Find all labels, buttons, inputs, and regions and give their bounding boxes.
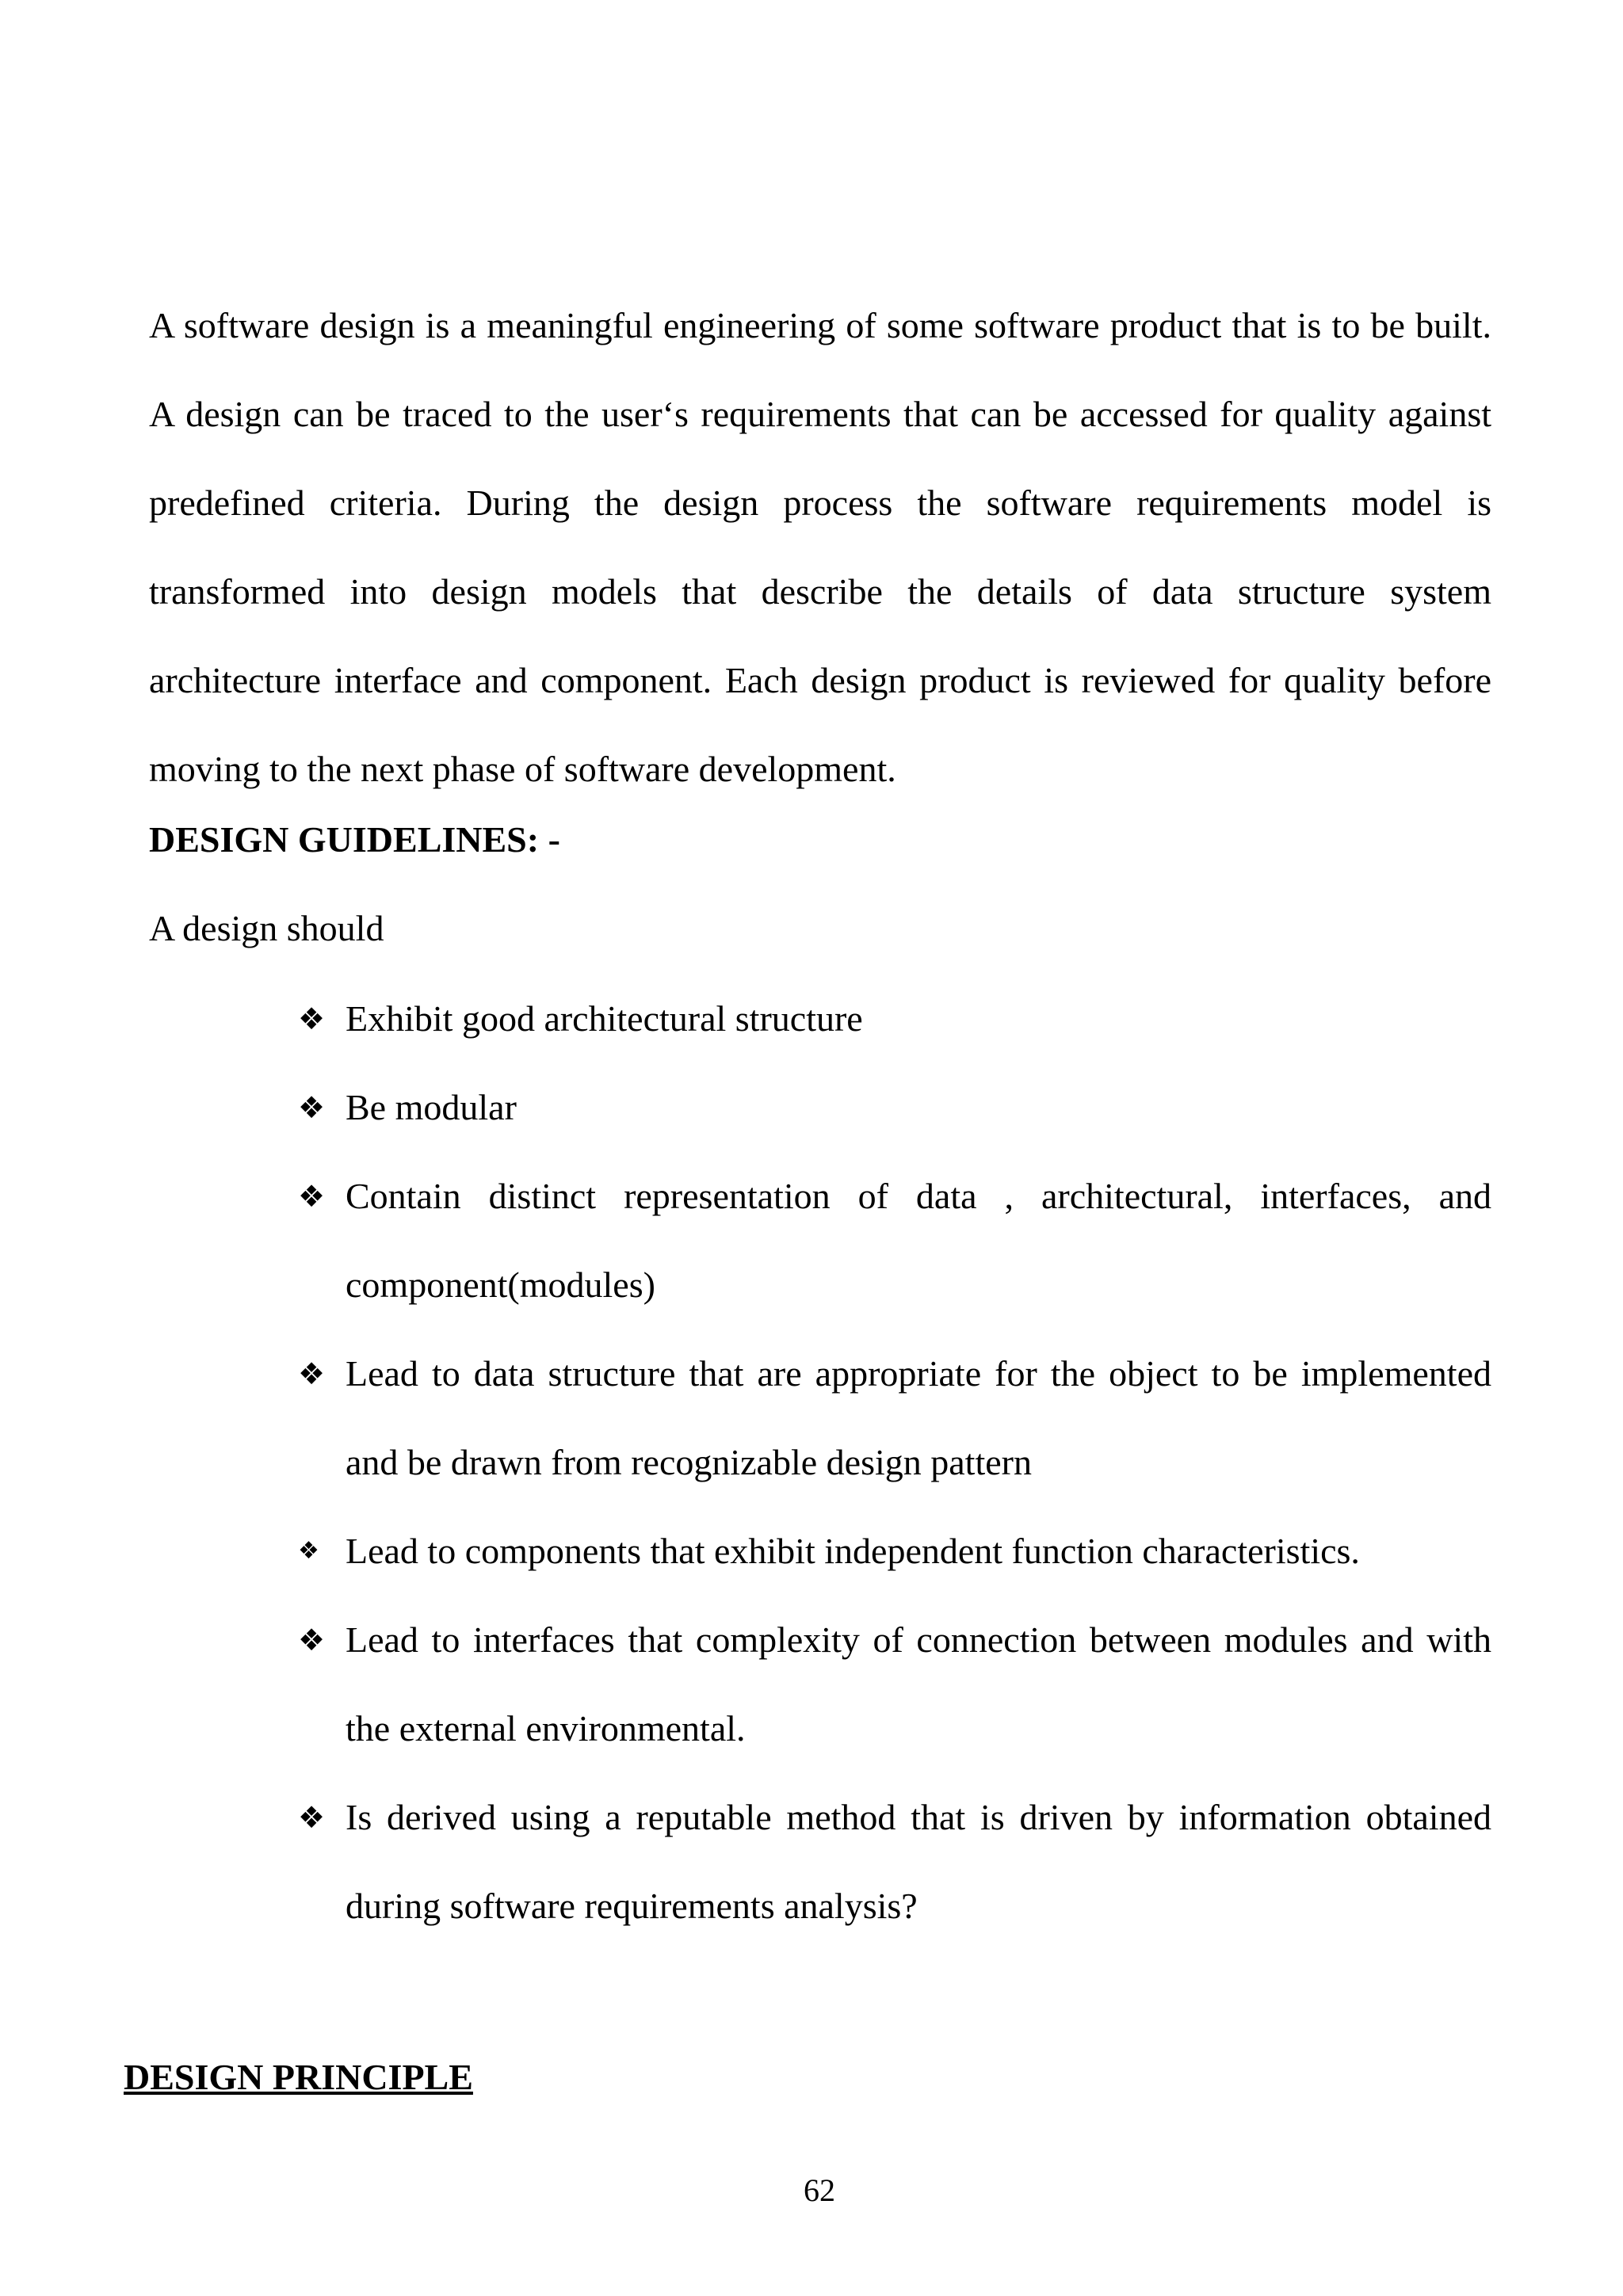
list-item <box>298 1507 1491 1596</box>
list-item-text: Lead to components that exhibit independent function characteristics. <box>346 1531 1360 1571</box>
list-item <box>298 1329 1491 1507</box>
design-principle-heading: DESIGN PRINCIPLE <box>124 2057 473 2097</box>
diamond-bullet-icon: ❖ <box>298 1356 326 1391</box>
page-number: 62 <box>804 2172 835 2208</box>
guidelines-list <box>298 974 1491 1951</box>
diamond-bullet-icon: ❖ <box>298 1090 326 1125</box>
diamond-bullet-icon: ❖ <box>298 1537 319 1565</box>
list-item-text: Lead to data structure that are appropriate for the object to be implemented and be drawn from recognizable design pattern <box>346 1353 1491 1482</box>
guidelines-lead-in: A design should <box>149 908 384 948</box>
list-item-text: Exhibit good architectural structure <box>346 998 863 1039</box>
intro-paragraph: A software design is a meaningful engineering of some software product that is to be built. A design can be traced to the user‘s requirements that can be accessed for quality against predefined criteria. During the design process the software requirements model is transformed into design models that describe the details of data structure system architecture interface and component. Each design product is reviewed for quality before moving to the next phase of software development. <box>149 305 1491 789</box>
design-guidelines-heading: DESIGN GUIDELINES: - <box>149 819 560 860</box>
list-item <box>298 1773 1491 1951</box>
diamond-bullet-icon: ❖ <box>298 1179 326 1214</box>
list-item <box>298 1152 1491 1329</box>
list-item <box>298 1596 1491 1773</box>
list-item-text: Is derived using a reputable method that is driven by information obtained during software requirements analysis? <box>346 1797 1491 1926</box>
list-item-text: Lead to interfaces that complexity of connection between modules and with the external environmental. <box>346 1619 1491 1749</box>
diamond-bullet-icon: ❖ <box>298 1800 326 1835</box>
list-item-text: Be modular <box>346 1087 517 1127</box>
diamond-bullet-icon: ❖ <box>298 1623 326 1657</box>
list-item <box>298 1063 1491 1152</box>
list-item-text: Contain distinct representation of data , architectural, interfaces, and component(modules) <box>346 1176 1491 1305</box>
list-item <box>298 974 1491 1063</box>
diamond-bullet-icon: ❖ <box>298 1001 326 1036</box>
